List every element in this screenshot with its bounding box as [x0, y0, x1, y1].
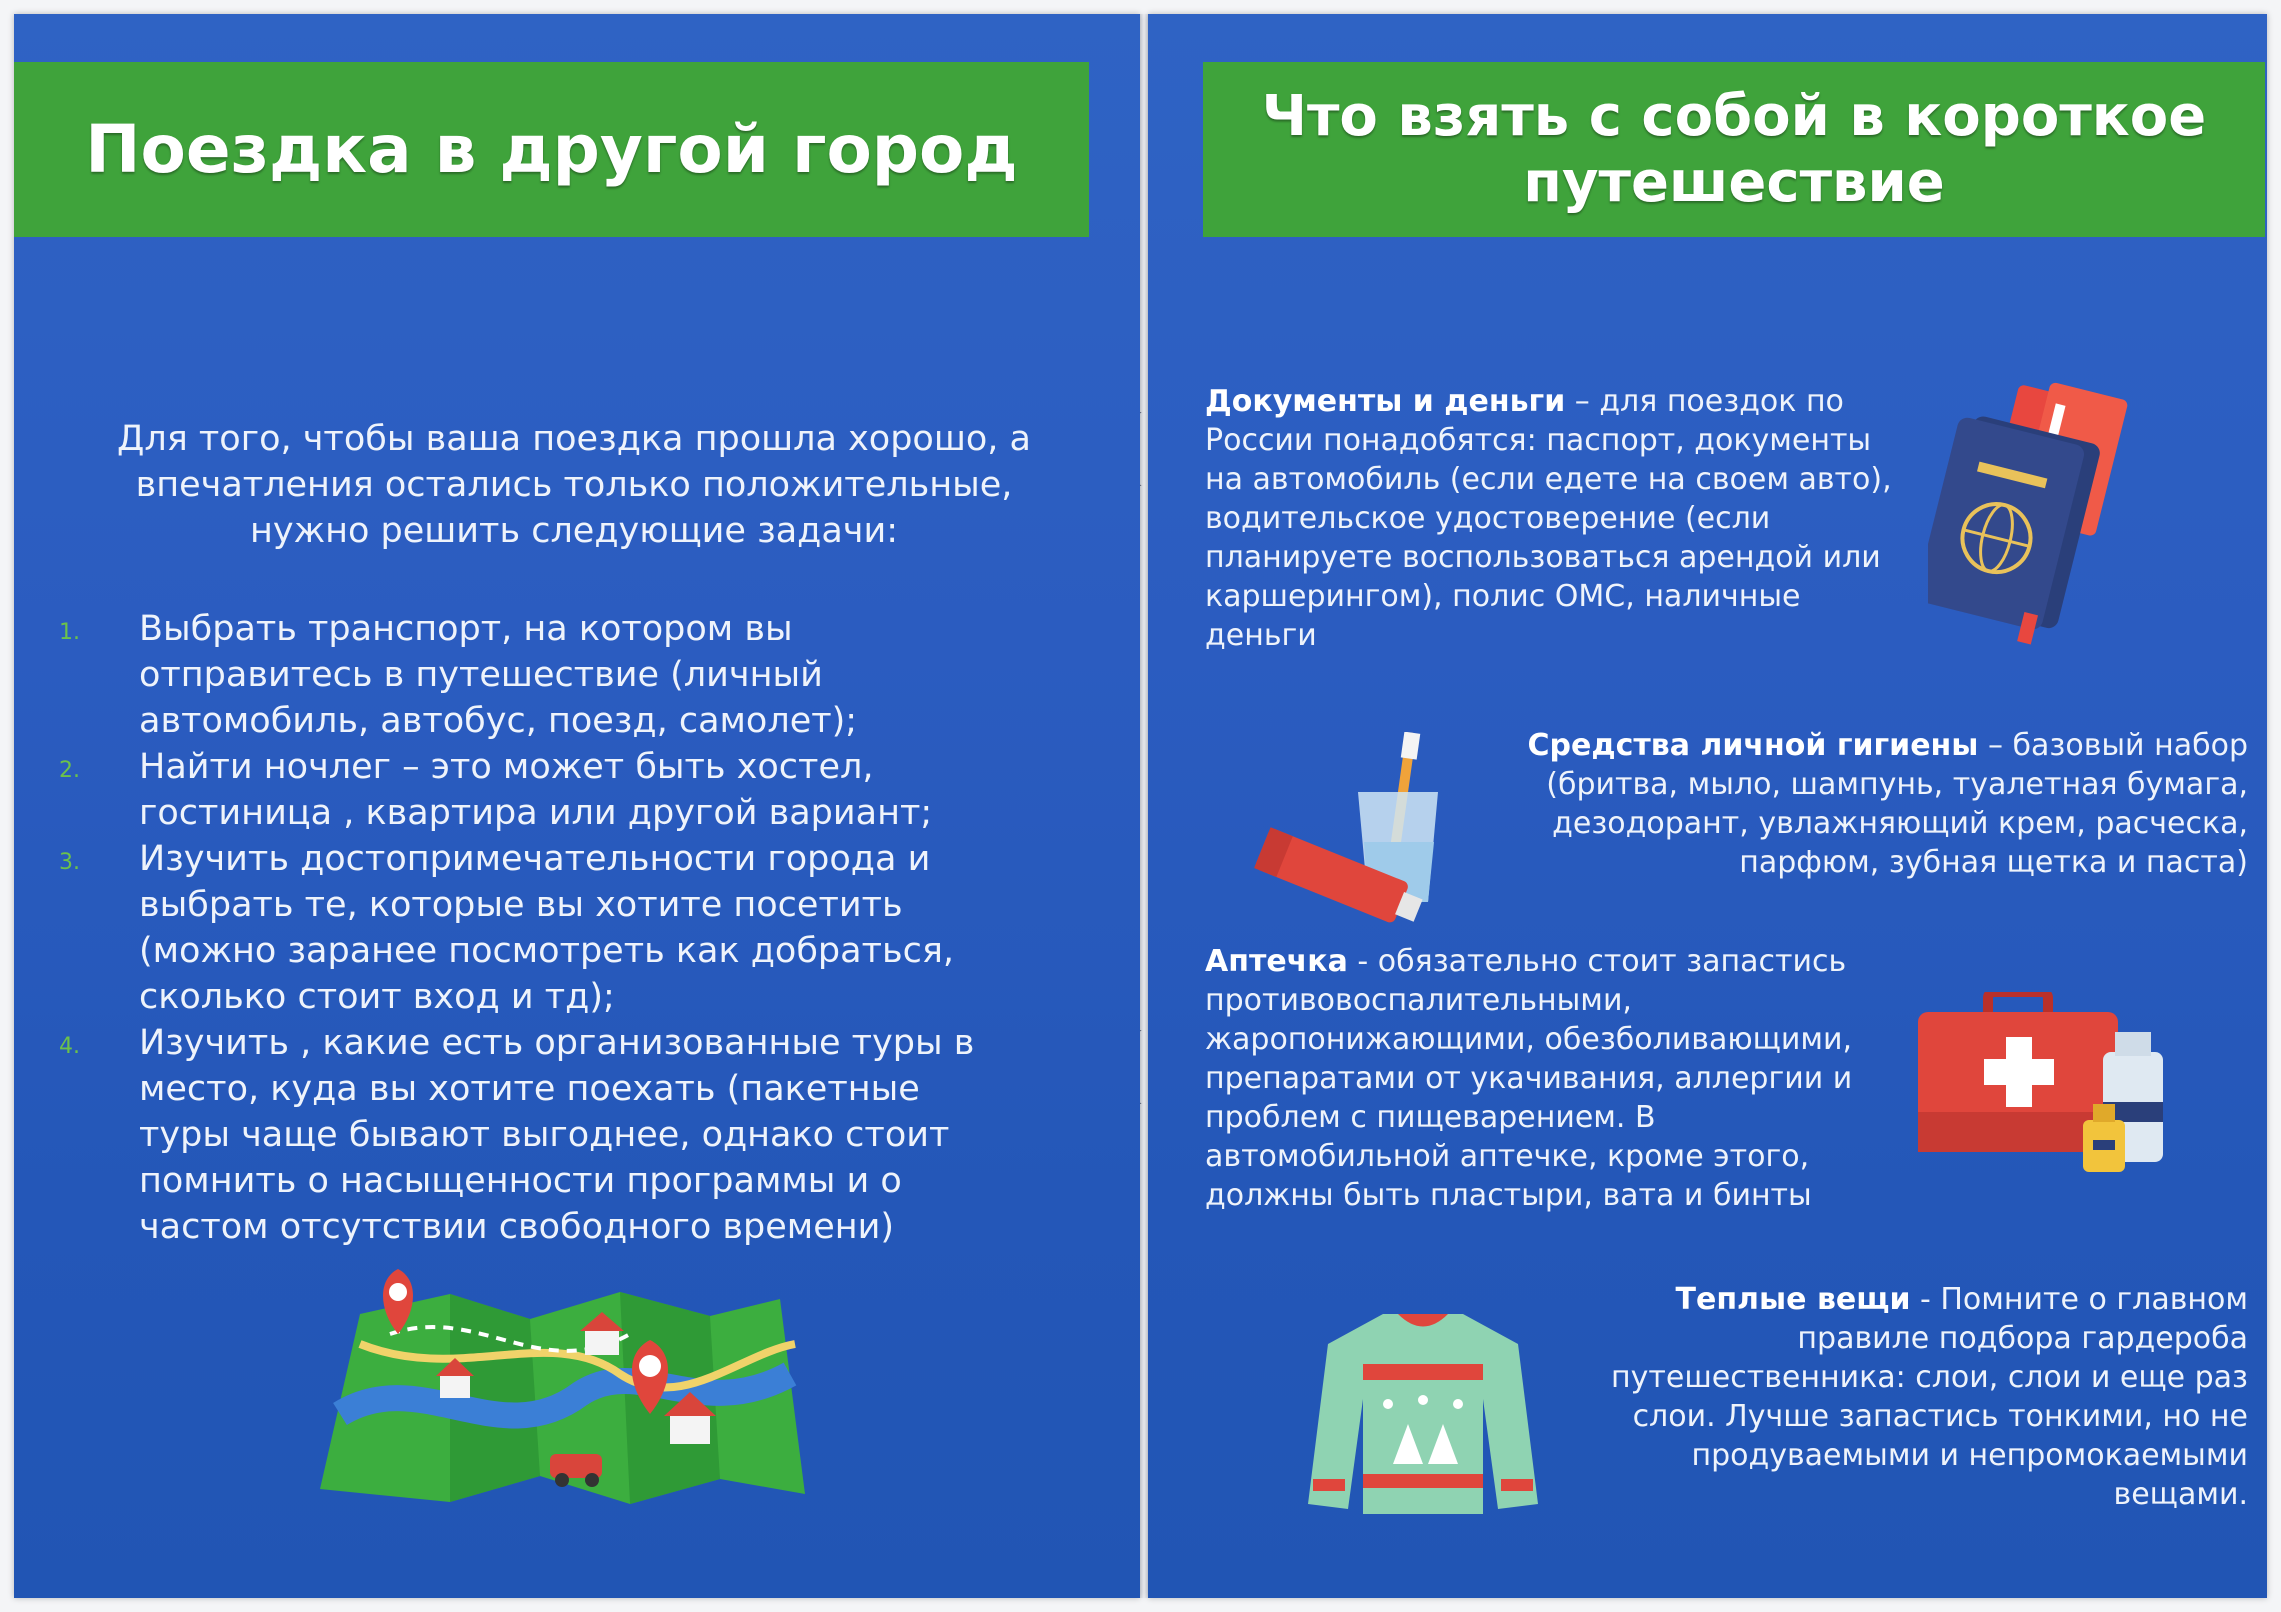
list-item — [59, 1020, 1019, 1250]
first-aid-section — [1205, 942, 1905, 1215]
right-page — [1148, 14, 2267, 1598]
list-item — [59, 606, 1019, 744]
left-page-title: Поездка в другой город — [14, 62, 1089, 237]
section-separator: – — [1978, 728, 2013, 763]
passport-icon — [1928, 380, 2128, 650]
list-item — [59, 744, 1019, 836]
steps-list — [59, 606, 1019, 1250]
section-text: для поездок по России понадобятся: паспорт, документы на автомобиль (если едете на своем авто), водительское удостоверение (если планируете воспользоваться арендой или каршерингом), полис ОМС, наличные деньги — [1205, 384, 1892, 653]
step-number: 2. — [59, 758, 80, 783]
list-item — [59, 836, 1019, 1020]
intro-text: Для того, чтобы ваша поездка прошла хорошо, а впечатления остались только положительные, нужно решить следующие задачи: — [117, 419, 1031, 551]
section-heading: Теплые вещи — [1675, 1282, 1911, 1317]
section-separator: – — [1565, 384, 1600, 419]
section-heading: Аптечка — [1205, 944, 1348, 979]
booklet-spine — [1140, 14, 1148, 1598]
section-text: базовый набор (бритва, мыло, шампунь, туалетная бумага, дезодорант, увлажняющий крем, расческа, парфюм, зубная щетка и паста) — [1546, 728, 2248, 880]
warm-clothes-section — [1608, 1280, 2248, 1514]
documents-section — [1205, 382, 1895, 655]
step-text: Найти ночлег – это может быть хостел, гостиница , квартира или другой вариант; — [139, 747, 933, 833]
hygiene-section — [1478, 726, 2248, 882]
left-page — [14, 14, 1140, 1598]
section-text: обязательно стоит запастись противовоспалительными, жаропонижающими, обезболивающими, препаратами от укачивания, аллергии и проблем с пищеварением. В автомобильной аптечке, кроме этого, должны быть пластыри, вата и бинты — [1205, 944, 1853, 1213]
first-aid-kit-icon — [1918, 992, 2178, 1202]
step-text: Выбрать транспорт, на котором вы отправитесь в путешествие (личный автомобиль, автобус, поезд, самолет); — [139, 609, 858, 741]
right-page-title: Что взять с собой в короткое путешествие — [1203, 62, 2265, 237]
section-separator: - — [1910, 1282, 1941, 1317]
sweater-icon — [1303, 1304, 1543, 1524]
step-text: Изучить , какие есть организованные туры в место, куда вы хотите поехать (пакетные туры чаще бывают выгоднее, однако стоит помнить о насыщенности программы и о частом отсутствии свободного времени) — [139, 1023, 975, 1247]
toothbrush-glass-icon — [1248, 732, 1468, 932]
step-text: Изучить достопримечательности города и выбрать те, которые вы хотите посетить (можно заранее посмотреть как добраться, сколько стоит вход и тд); — [139, 839, 955, 1017]
step-number: 1. — [59, 620, 80, 645]
section-heading: Документы и деньги — [1205, 384, 1566, 419]
step-number: 3. — [59, 850, 80, 875]
step-number: 4. — [59, 1034, 80, 1059]
folded-map-icon — [300, 1264, 820, 1524]
section-separator: - — [1347, 944, 1378, 979]
section-heading: Средства личной гигиены — [1527, 728, 1979, 763]
section-text: Помните о главном правиле подбора гардероба путешественника: слои, слои и еще раз слои. Лучше запастись тонкими, но не продуваемыми и непромокаемыми вещами. — [1611, 1282, 2248, 1512]
